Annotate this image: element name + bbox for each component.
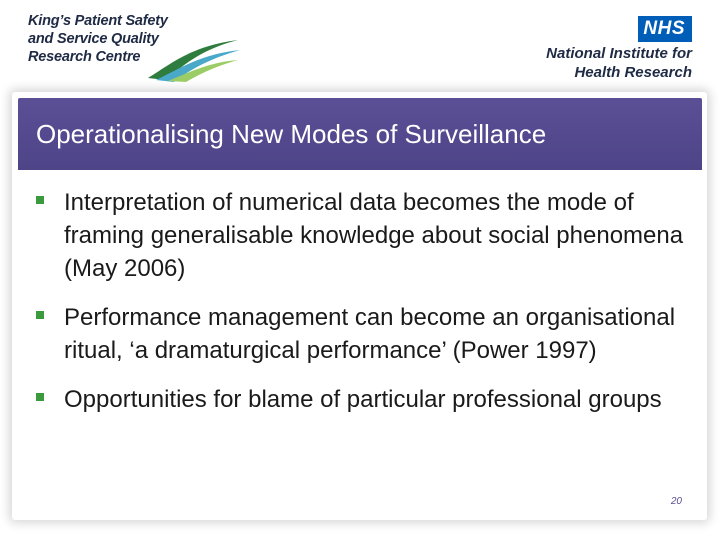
slide-title: Operationalising New Modes of Surveillance [36,119,547,149]
page-number: 20 [670,496,682,507]
nhs-badge: NHS [638,16,692,42]
square-bullet-icon [36,196,44,204]
title-bar [18,98,702,170]
bullet-list [32,186,692,432]
bullet-text: Interpretation of numerical data becomes the mode of framing generalisable knowledge about social phenomena (May 2006) [64,189,684,282]
kings-patient-safety-logo [28,12,228,82]
swoosh-icon [146,34,241,82]
square-bullet-icon [36,311,44,319]
bullet-text: Opportunities for blame of particular professional groups [64,386,662,413]
bullet-text: Performance management can become an organisational ritual, ‘a dramaturgical performance’ (Power 1997) [64,304,676,364]
nihr-logo-text: National Institute for Health Research [546,45,692,81]
bullet-item [32,301,692,367]
nihr-logo [522,16,692,81]
square-bullet-icon [36,393,44,401]
kings-logo-text: King’s Patient Safety and Service Quality Research Centre [28,13,168,65]
bullet-item [32,186,692,285]
bullet-item [32,383,692,416]
